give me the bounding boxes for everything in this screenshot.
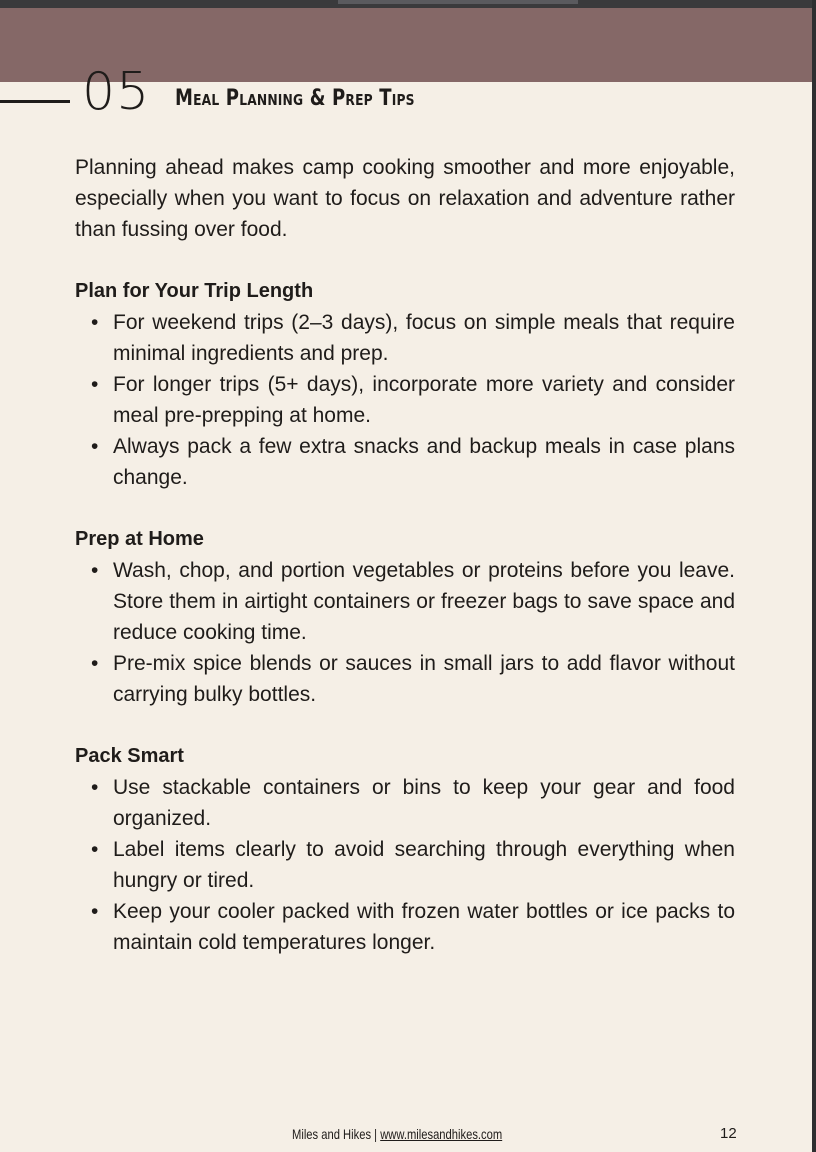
subsection-heading: Plan for Your Trip Length xyxy=(75,280,314,302)
viewer-toolbar xyxy=(0,0,816,8)
page-footer xyxy=(0,1122,812,1146)
page-content xyxy=(75,152,735,958)
bullet-icon: • xyxy=(91,900,99,923)
list-item xyxy=(75,307,735,369)
bullet-icon: • xyxy=(91,838,99,861)
list-item-text: Pre-mix spice blends or sauces in small jars to add flavor without carrying bulky bottles. xyxy=(113,652,735,706)
footer-credit xyxy=(292,1124,502,1144)
bullet-icon: • xyxy=(91,652,99,675)
list-item-text: Wash, chop, and portion vegetables or proteins before you leave. Store them in airtight containers or freezer bags to save space and reduce cooking time. xyxy=(113,559,735,644)
bullet-list xyxy=(75,307,735,493)
footer-brand: Miles and Hikes | xyxy=(292,1126,381,1142)
list-item-text: For weekend trips (2–3 days), focus on simple meals that require minimal ingredients and prep. xyxy=(113,311,735,365)
bullet-icon: • xyxy=(91,776,99,799)
intro-paragraph: Planning ahead makes camp cooking smoother and more enjoyable, especially when you want to focus on relaxation and adventure rather than fussing over food. xyxy=(75,156,735,241)
list-item-text: Keep your cooler packed with frozen water bottles or ice packs to maintain cold temperatures longer. xyxy=(113,900,735,954)
list-item-text: Label items clearly to avoid searching through everything when hungry or tired. xyxy=(113,838,735,892)
bullet-icon: • xyxy=(91,435,99,458)
horizontal-scroll-thumb[interactable] xyxy=(338,0,578,4)
section-rule-line xyxy=(0,100,70,103)
bullet-list xyxy=(75,555,735,710)
subsection-trip-length xyxy=(75,275,735,493)
list-item-text: For longer trips (5+ days), incorporate more variety and consider meal pre-prepping at home. xyxy=(113,373,735,427)
section-number: 05 xyxy=(82,62,151,122)
list-item xyxy=(75,834,735,896)
subsection-pack-smart xyxy=(75,740,735,958)
section-title: Meal Planning & Prep Tips xyxy=(175,86,415,111)
bullet-icon: • xyxy=(91,373,99,396)
list-item xyxy=(75,431,735,493)
list-item xyxy=(75,648,735,710)
list-item-text: Use stackable containers or bins to keep your gear and food organized. xyxy=(113,776,735,830)
list-item xyxy=(75,772,735,834)
footer-website-link[interactable]: www.milesandhikes.com xyxy=(380,1126,503,1142)
list-item xyxy=(75,555,735,648)
bullet-list xyxy=(75,772,735,958)
bullet-icon: • xyxy=(91,559,99,582)
list-item xyxy=(75,896,735,958)
subsection-prep-at-home xyxy=(75,523,735,710)
vertical-scrollbar[interactable] xyxy=(812,0,816,1152)
subsection-heading: Prep at Home xyxy=(75,528,204,550)
list-item-text: Always pack a few extra snacks and backup meals in case plans change. xyxy=(113,435,735,489)
subsection-heading: Pack Smart xyxy=(75,745,184,767)
list-item xyxy=(75,369,735,431)
page-number: 12 xyxy=(720,1125,737,1142)
bullet-icon: • xyxy=(91,311,99,334)
